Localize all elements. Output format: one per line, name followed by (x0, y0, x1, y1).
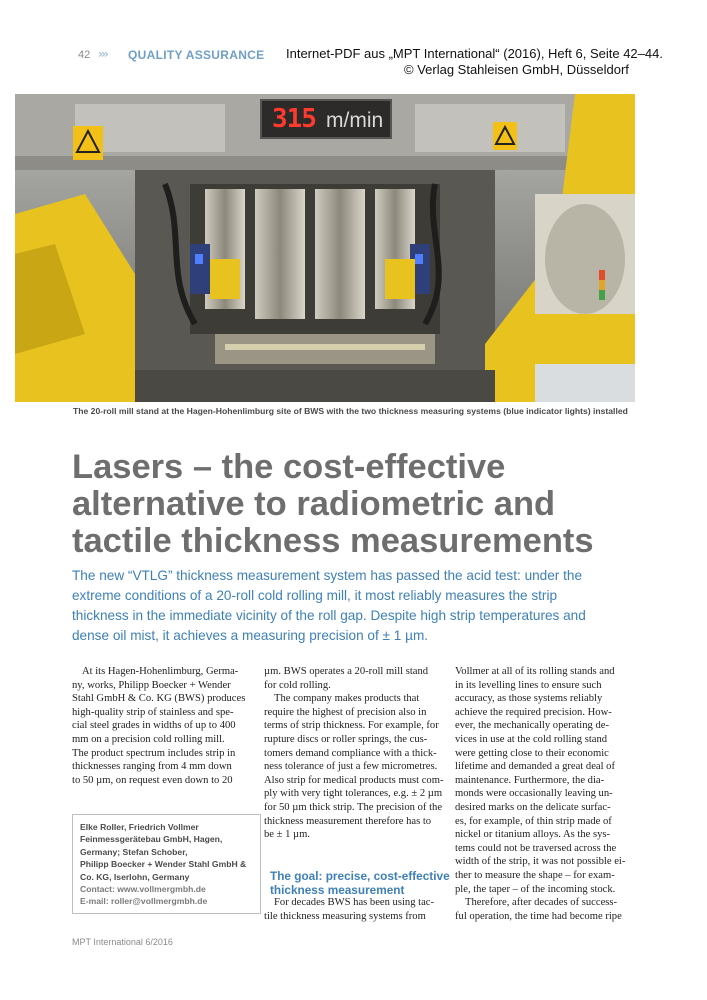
body-line: in its levelling lines to ensure such (455, 679, 602, 691)
body-line: The product spectrum includes strip in (72, 747, 236, 759)
photo-caption: The 20-roll mill stand at the Hagen-Hohenlimburg site of BWS with the two thickness measuring systems (blue indicator lights) installed (73, 406, 628, 416)
body-line: terms of strip thickness. For example, for (264, 720, 439, 732)
warning-sign-icon (73, 126, 103, 160)
body-line: Stahl GmbH & Co. KG (BWS) produces (72, 693, 246, 705)
body-line: cial steel grades in widths of up to 400 (72, 720, 236, 732)
body-line: tems could not be traversed across the (455, 842, 617, 854)
body-line: ness tolerance of just a few micrometres. (264, 761, 438, 773)
body-line: tile thickness measuring systems from (264, 910, 426, 922)
body-line: were getting close to their economic (455, 747, 609, 759)
body-line: tomers demand compliance with a thick- (264, 747, 437, 759)
headline-line: alternative to radiometric and (72, 485, 556, 523)
body-line: maintenance. Furthermore, the dia- (455, 774, 605, 786)
body-line: thicknesses ranging from 4 mm down (72, 761, 232, 773)
author-line: Feinmessgerätebau GmbH, Hagen, (80, 834, 223, 845)
mill-stand-illustration (15, 94, 635, 402)
page-footer: MPT International 6/2016 (72, 937, 173, 947)
section-label: QUALITY ASSURANCE (128, 48, 265, 62)
lead-line: The new “VTLG” thickness measurement system has passed the acid test: under the (72, 568, 583, 583)
body-line: desired marks on the delicate surfac- (455, 801, 611, 813)
body-line: high-quality strip of stainless and spe- (72, 706, 234, 718)
body-column-3 (455, 665, 636, 923)
body-line: accuracy, as those systems reliably (455, 693, 603, 705)
author-line: Co. KG, Iserlohn, Germany (80, 871, 190, 882)
body-line: nickel or titanium alloys. As the sys- (455, 829, 611, 841)
body-line: lifetime and demanded a great deal of (455, 761, 616, 773)
body-line: Vollmer at all of its rolling stands and (455, 666, 615, 677)
body-line: for 50 µm thick strip. The precision of the (264, 801, 443, 813)
body-line: to 50 µm, on request even down to 20 (72, 774, 233, 786)
body-line: monds were occasionally leaving un- (455, 788, 613, 800)
body-line: rupture discs or roller springs, the cus- (264, 733, 428, 745)
body-line: ever, the mechanically operating de- (455, 720, 609, 732)
author-box (72, 814, 261, 914)
body-line: ful operation, the time had become ripe (455, 910, 622, 922)
speed-unit: m/min (326, 109, 384, 132)
lead-line: thickness in the immediate vicinity of the roll gap. Despite high strip temperatures and (72, 608, 586, 623)
speed-value: 315 (272, 104, 316, 134)
body-line: for cold rolling. (264, 679, 331, 691)
mill-stand-photo (15, 94, 635, 402)
body-line: thickness measurement therefore has to (264, 815, 432, 827)
body-column-1 (72, 665, 260, 787)
body-line: es, for example, of thin strip made of (455, 815, 612, 827)
article-headline (72, 449, 652, 560)
author-line: Germany; Stefan Schober, (80, 846, 188, 857)
article-lead (72, 566, 652, 646)
body-line: ny, works, Philipp Boecker + Wender (72, 679, 231, 691)
body-line: require the highest of precision also in (264, 706, 427, 718)
subheading-line: The goal: precise, cost-effective (270, 869, 450, 883)
subheading (270, 869, 450, 897)
body-line: width of the strip, it was not possible ei- (455, 856, 626, 868)
body-line: For decades BWS has been using tac- (274, 897, 435, 908)
body-line: Also strip for medical products must com- (264, 774, 444, 786)
body-line: At its Hagen-Hohenlimburg, Germa- (82, 666, 239, 677)
source-citation: Internet-PDF aus „MPT International“ (2016), Heft 6, Seite 42–44. (286, 46, 663, 61)
body-column-2-continued (264, 896, 445, 923)
warning-sign-icon (493, 122, 517, 150)
body-line: Therefore, after decades of success- (465, 897, 618, 909)
body-line: The company makes products that (274, 693, 420, 705)
copyright-line: © Verlag Stahleisen GmbH, Düsseldorf (404, 62, 629, 77)
section-arrows-icon: ››› (98, 47, 107, 61)
body-line: ply with very tight tolerances, e.g. ± 2 µm (264, 788, 443, 800)
body-line: µm. BWS operates a 20-roll mill stand (264, 666, 429, 677)
email-link[interactable]: E-mail: roller@vollmergmbh.de (80, 896, 208, 907)
author-line: Philipp Boecker + Wender Stahl GmbH & (80, 859, 247, 870)
body-line: ple, the taper – of the incoming stock. (455, 883, 616, 895)
lead-line: dense oil mist, it achieves a measuring precision of ± 1 µm. (72, 628, 429, 643)
contact-link[interactable]: Contact: www.vollmergmbh.de (80, 884, 206, 895)
body-column-2 (264, 665, 445, 842)
body-line: mm on a precision cold rolling mill. (72, 733, 225, 745)
headline-line: tactile thickness measurements (72, 522, 594, 560)
body-line: vices in use at the cold rolling stand (455, 733, 608, 745)
lead-line: extreme conditions of a 20-roll cold rolling mill, it most reliably measures the strip (72, 588, 558, 603)
body-line: achieve the required precision. How- (455, 706, 612, 718)
body-line: ther to measure the shape – for exam- (455, 869, 615, 881)
speed-display (260, 99, 392, 139)
body-line: be ± 1 µm. (264, 829, 311, 841)
author-line: Elke Roller, Friedrich Vollmer (80, 822, 199, 832)
page-number: 42 (78, 49, 91, 61)
subheading-line: thickness measurement (270, 883, 405, 897)
headline-line: Lasers – the cost-effective (72, 448, 506, 486)
